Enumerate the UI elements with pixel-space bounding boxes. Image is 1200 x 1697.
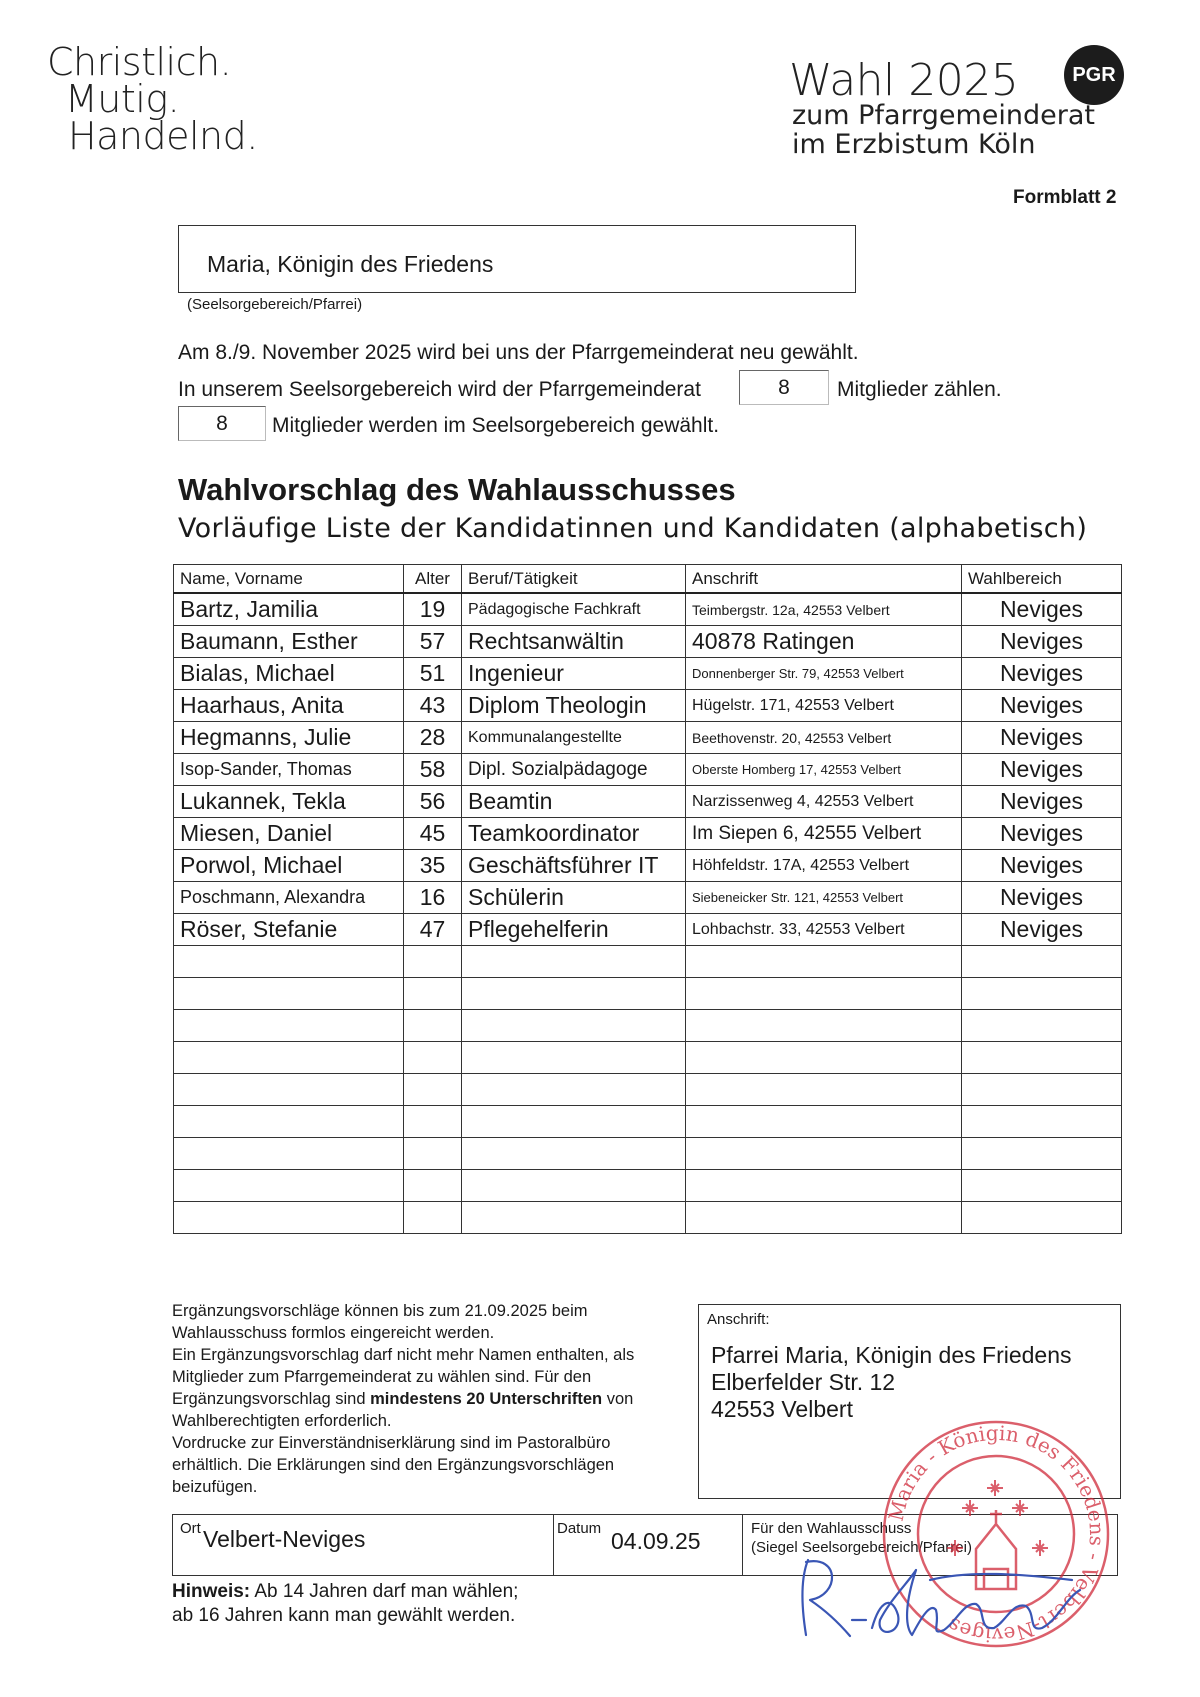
members-elected-field: 8 [178,406,266,441]
cell-age: 43 [404,690,462,722]
header-age: Alter [404,565,462,594]
cell-age: 16 [404,882,462,914]
election-subtitle-line-2: im Erzbistum Köln [792,129,1036,160]
note-paragraph-2 [172,1344,672,1432]
parish-name: Maria, Königin des Friedens [207,251,494,277]
cell-area: Neviges [962,882,1122,914]
header-area: Wahlbereich [962,565,1122,594]
cell-address: Lohbachstr. 33, 42553 Velbert [686,914,962,946]
seal-text: Maria - Königin des Friedens - Velbert-Neviges [883,1420,1110,1648]
table-row [174,850,1122,882]
address-line-1: Pfarrei Maria, Königin des Friedens [711,1342,1072,1368]
pgr-badge: PGR [1064,45,1124,105]
note-p2-text: Ein Ergänzungsvorschlag darf nicht mehr Namen enthalten, als Mitglieder zum Pfarrgemeinderat zu wählen sind. Für den Ergänzungsvorschlag sind [172,1346,635,1408]
cell-job: Schülerin [462,882,686,914]
cell-name: Baumann, Esther [174,626,404,658]
cell-job: Rechtsanwältin [462,626,686,658]
cell-name: Hegmanns, Julie [174,722,404,754]
cell-name: Haarhaus, Anita [174,690,404,722]
signature-label-1: Für den Wahlausschuss [751,1520,912,1537]
cell-name: Bialas, Michael [174,658,404,690]
cell-job: Pädagogische Fachkraft [462,593,686,626]
cell-name: Poschmann, Alexandra [174,882,404,914]
cell-age: 47 [404,914,462,946]
header-job: Beruf/Tätigkeit [462,565,686,594]
table-header-row [174,565,1122,594]
cell-area: Neviges [962,754,1122,786]
address-line-3: 42553 Velbert [711,1396,853,1422]
cell-age: 58 [404,754,462,786]
cell-name: Lukannek, Tekla [174,786,404,818]
table-row [174,914,1122,946]
cell-job: Kommunalangestellte [462,722,686,754]
address-label: Anschrift: [707,1311,770,1328]
slogan [47,40,258,158]
datum-value: 04.09.25 [611,1528,701,1554]
hint-text-1: Ab 14 Jahren darf man wählen; [254,1581,519,1602]
cell-job: Geschäftsführer IT [462,850,686,882]
cell-job: Diplom Theologin [462,690,686,722]
table-row-empty [174,1170,1122,1202]
table-row-empty [174,978,1122,1010]
parish-caption: (Seelsorgebereich/Pfarrei) [187,296,363,313]
table-row-empty [174,1202,1122,1234]
cell-job: Beamtin [462,786,686,818]
cell-age: 19 [404,593,462,626]
table-row [174,754,1122,786]
datum-label: Datum [557,1520,602,1537]
cell-address: Teimbergstr. 12a, 42553 Velbert [686,593,962,626]
table-row [174,626,1122,658]
cell-job: Pflegehelferin [462,914,686,946]
cell-name: Röser, Stefanie [174,914,404,946]
cell-address: Höhfeldstr. 17A, 42553 Velbert [686,850,962,882]
cell-address: Im Siepen 6, 42555 Velbert [686,818,962,850]
age-hint [172,1580,518,1628]
cell-job: Dipl. Sozialpädagoge [462,754,686,786]
table-row [174,786,1122,818]
cell-address: Narzissenweg 4, 42553 Velbert [686,786,962,818]
cell-age: 45 [404,818,462,850]
slogan-line-2: Mutig. [65,77,180,121]
cell-job: Ingenieur [462,658,686,690]
note-paragraph-3: Vordrucke zur Einverständniserklärung sind im Pastoralbüro erhältlich. Die Erklärungen sind den Ergänzungsvorschlägen beizufügen. [172,1434,615,1496]
intro-line-2-end: Mitglieder zählen. [837,378,1002,401]
section-subtitle: Vorläufige Liste der Kandidatinnen und Kandidaten (alphabetisch) [178,513,1088,544]
note-p2-bold: mindestens 20 Unterschriften [370,1390,603,1408]
cell-name: Isop-Sander, Thomas [174,754,404,786]
cell-name: Porwol, Michael [174,850,404,882]
cell-address: Siebeneicker Str. 121, 42553 Velbert [686,882,962,914]
form-number: Formblatt 2 [1013,187,1117,208]
footer-divider [553,1514,554,1576]
hint-line-2: ab 16 Jahren kann man gewählt werden. [172,1605,516,1626]
table-row [174,690,1122,722]
address-line-2: Elberfelder Str. 12 [711,1369,896,1395]
cell-area: Neviges [962,690,1122,722]
cell-age: 28 [404,722,462,754]
table-row [174,658,1122,690]
cell-age: 57 [404,626,462,658]
cell-area: Neviges [962,818,1122,850]
footer-divider [742,1514,743,1576]
table-row-empty [174,1010,1122,1042]
header-name: Name, Vorname [174,565,404,594]
section-title: Wahlvorschlag des Wahlausschusses [178,472,736,507]
slogan-line-1: Christlich. [47,40,232,84]
table-row [174,722,1122,754]
intro-line-2: In unserem Seelsorgebereich wird der Pfarrgemeinderat [178,378,701,401]
cell-age: 51 [404,658,462,690]
cell-area: Neviges [962,626,1122,658]
table-row-empty [174,1138,1122,1170]
election-subtitle-line-1: zum Pfarrgemeinderat [792,100,1096,131]
cell-job: Teamkoordinator [462,818,686,850]
cell-area: Neviges [962,722,1122,754]
supplement-note [172,1300,672,1498]
ort-label: Ort [180,1520,201,1537]
table-row [174,593,1122,626]
table-row [174,882,1122,914]
slogan-line-3: Handelnd. [68,114,258,158]
cell-address: Hügelstr. 171, 42553 Velbert [686,690,962,722]
header-address: Anschrift [686,565,962,594]
intro-line-1: Am 8./9. November 2025 wird bei uns der Pfarrgemeinderat neu gewählt. [178,341,859,364]
cell-address: 40878 Ratingen [686,626,962,658]
cell-name: Bartz, Jamilia [174,593,404,626]
cell-area: Neviges [962,850,1122,882]
election-title: Wahl 2025 [789,55,1019,106]
cell-area: Neviges [962,658,1122,690]
table-row-empty [174,1106,1122,1138]
table-row-empty [174,1074,1122,1106]
hint-line-1 [172,1580,518,1604]
cell-address: Beethovenstr. 20, 42553 Velbert [686,722,962,754]
candidate-table [173,564,1122,1234]
hint-label: Hinweis: [172,1581,251,1602]
handwritten-signature [780,1540,1100,1650]
cell-area: Neviges [962,914,1122,946]
note-p2-end: von Wahlberechtigten erforderlich. [172,1390,634,1430]
cell-area: Neviges [962,593,1122,626]
election-subtitle [792,101,1095,159]
members-total-field: 8 [739,370,829,405]
table-row [174,818,1122,850]
table-row-empty [174,1042,1122,1074]
cell-age: 56 [404,786,462,818]
note-paragraph-1: Ergänzungsvorschläge können bis zum 21.09.2025 beim Wahlausschuss formlos eingereicht werden. [172,1302,588,1342]
cell-name: Miesen, Daniel [174,818,404,850]
table-row-empty [174,946,1122,978]
ort-value: Velbert-Neviges [203,1526,366,1552]
intro-line-3: Mitglieder werden im Seelsorgebereich gewählt. [272,414,720,437]
signature-label-2: (Siegel Seelsorgebereich/Pfarrei) [751,1539,972,1556]
cell-address: Donnenberger Str. 79, 42553 Velbert [686,658,962,690]
cell-area: Neviges [962,786,1122,818]
cell-address: Oberste Homberg 17, 42553 Velbert [686,754,962,786]
cell-age: 35 [404,850,462,882]
